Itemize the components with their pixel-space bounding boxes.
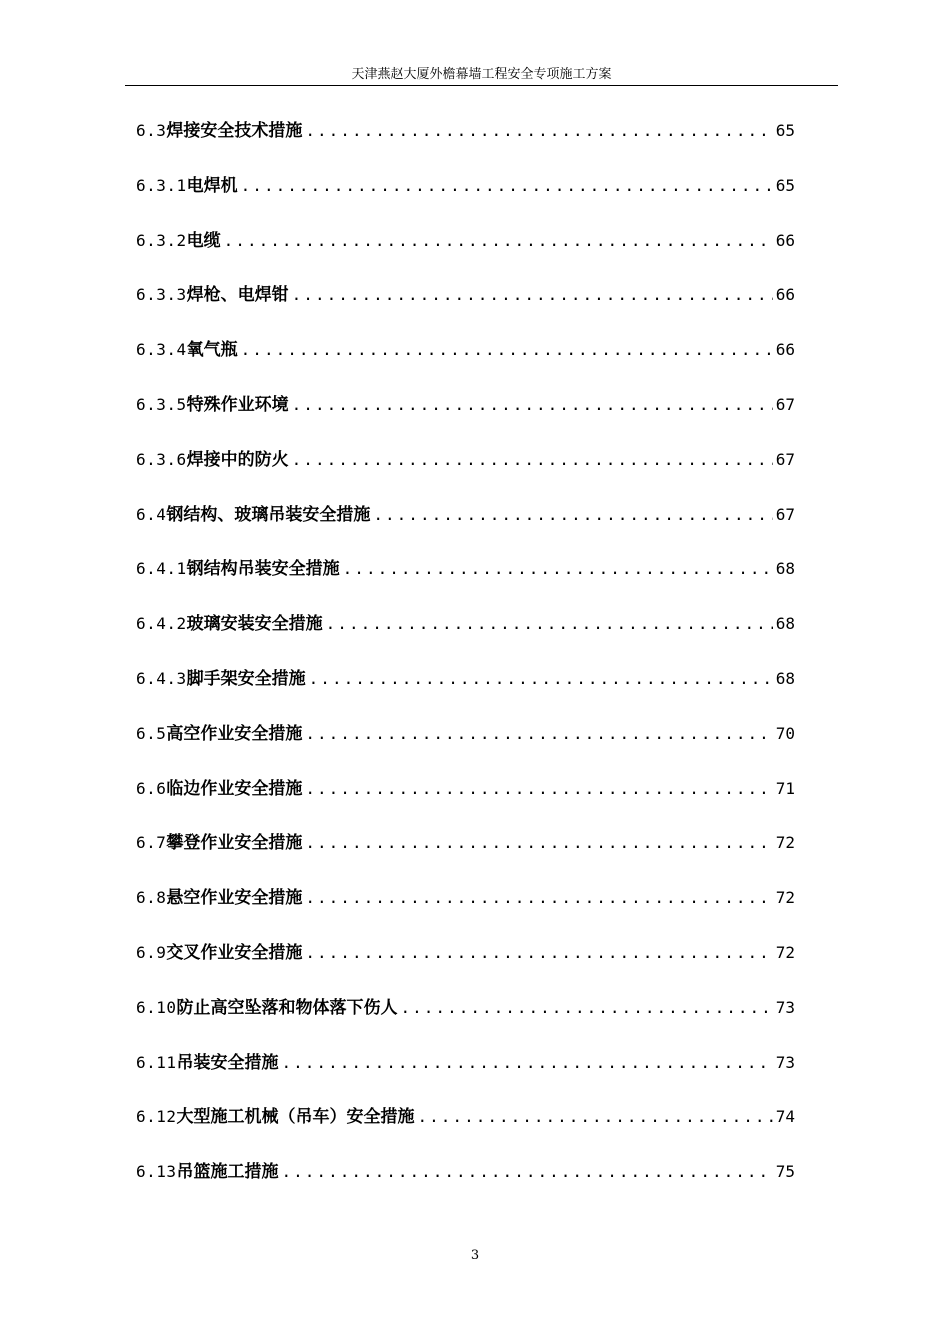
toc-dot-leader bbox=[292, 446, 773, 474]
toc-entry-number: 6.4.1 bbox=[136, 559, 187, 579]
toc-entry-page: 67 bbox=[775, 504, 795, 524]
toc-entry-title: 脚手架安全措施 bbox=[186, 668, 306, 689]
toc-dot-leader bbox=[305, 829, 772, 857]
toc-entry[interactable] bbox=[136, 446, 795, 501]
toc-entry-title: 临边作业安全措施 bbox=[166, 778, 303, 799]
toc-entry-page: 70 bbox=[775, 723, 795, 743]
toc-entry-page: 65 bbox=[775, 121, 795, 140]
toc-entry[interactable] bbox=[136, 1049, 795, 1104]
toc-entry-page: 65 bbox=[775, 175, 795, 195]
toc-entry-page: 74 bbox=[775, 1107, 795, 1127]
toc-entry[interactable] bbox=[136, 391, 795, 446]
toc-entry[interactable] bbox=[136, 939, 795, 994]
toc-entry[interactable] bbox=[136, 555, 795, 610]
toc-entry-number: 6.4.2 bbox=[136, 614, 187, 634]
toc-dot-leader bbox=[373, 501, 772, 529]
toc-entry-title: 特殊作业环境 bbox=[186, 394, 289, 415]
toc-entry-number: 6.3.3 bbox=[136, 285, 187, 305]
toc-entry-page: 66 bbox=[775, 285, 795, 305]
toc-dot-leader bbox=[343, 555, 773, 583]
toc-entry[interactable] bbox=[136, 281, 795, 336]
toc-dot-leader bbox=[305, 117, 772, 145]
toc-entry-title: 电焊机 bbox=[186, 175, 238, 196]
toc-entry-title: 钢结构、玻璃吊装安全措施 bbox=[166, 504, 371, 525]
toc-dot-leader bbox=[292, 281, 773, 309]
toc-dot-leader bbox=[292, 391, 773, 419]
toc-entry-number: 6.3.4 bbox=[136, 340, 187, 360]
toc-dot-leader bbox=[241, 172, 773, 200]
toc-entry-number: 6.12 bbox=[136, 1107, 177, 1127]
toc-entry-title: 电缆 bbox=[186, 230, 221, 251]
toc-entry[interactable] bbox=[136, 775, 795, 830]
toc-entry-number: 6.4.3 bbox=[136, 668, 187, 688]
toc-entry-page: 66 bbox=[775, 230, 795, 250]
toc-entry-page: 68 bbox=[775, 559, 795, 579]
toc-entry[interactable] bbox=[136, 994, 795, 1049]
header-divider bbox=[125, 85, 838, 86]
toc-entry-title: 氧气瓶 bbox=[186, 340, 238, 361]
toc-entry-title: 玻璃安装安全措施 bbox=[186, 614, 323, 635]
toc-entry-number: 6.3.1 bbox=[136, 175, 187, 195]
toc-entry-page: 67 bbox=[775, 394, 795, 414]
toc-entry[interactable] bbox=[136, 1158, 795, 1213]
toc-entry[interactable] bbox=[136, 884, 795, 939]
toc-dot-leader bbox=[305, 884, 772, 912]
toc-entry-title: 吊篮施工措施 bbox=[176, 1162, 279, 1183]
toc-entry-page: 67 bbox=[775, 449, 795, 469]
toc-dot-leader bbox=[282, 1049, 773, 1077]
toc-entry-title: 悬空作业安全措施 bbox=[166, 888, 303, 909]
toc-entry-number: 6.11 bbox=[136, 1052, 177, 1072]
toc-entry-number: 6.3.6 bbox=[136, 449, 187, 469]
toc-dot-leader bbox=[418, 1103, 773, 1131]
toc-entry-title: 交叉作业安全措施 bbox=[166, 942, 303, 963]
toc-entry[interactable] bbox=[136, 336, 795, 391]
toc-entry-page: 73 bbox=[775, 997, 795, 1017]
toc-entry-title: 攀登作业安全措施 bbox=[166, 833, 303, 854]
toc-entry-title: 钢结构吊装安全措施 bbox=[186, 559, 340, 580]
toc-entry-number: 6.7 bbox=[136, 833, 167, 853]
toc-entry-number: 6.5 bbox=[136, 723, 167, 743]
toc-dot-leader bbox=[241, 336, 773, 364]
toc-entry-number: 6.3.2 bbox=[136, 230, 187, 250]
toc-dot-leader bbox=[224, 227, 773, 255]
toc-entry[interactable] bbox=[136, 1103, 795, 1158]
toc-entry-number: 6.9 bbox=[136, 942, 167, 962]
toc-dot-leader bbox=[401, 994, 773, 1022]
toc-entry[interactable] bbox=[136, 501, 795, 556]
toc-entry-page: 72 bbox=[775, 888, 795, 908]
toc-entry[interactable] bbox=[136, 829, 795, 884]
toc-entry[interactable] bbox=[136, 227, 795, 282]
toc-entry-page: 72 bbox=[775, 833, 795, 853]
toc-entry[interactable] bbox=[136, 720, 795, 775]
toc-entry[interactable] bbox=[136, 665, 795, 720]
toc-entry-page: 68 bbox=[775, 614, 795, 634]
toc-entry-number: 6.13 bbox=[136, 1162, 177, 1182]
toc-entry-number: 6.6 bbox=[136, 778, 167, 798]
toc-entry-number: 6.3.5 bbox=[136, 394, 187, 414]
toc-entry-title: 吊装安全措施 bbox=[176, 1052, 279, 1073]
toc-dot-leader bbox=[305, 939, 772, 967]
toc-entry-page: 73 bbox=[775, 1052, 795, 1072]
toc-entry[interactable] bbox=[136, 610, 795, 665]
toc-entry-page: 68 bbox=[775, 668, 795, 688]
toc-entry-title: 焊枪、电焊钳 bbox=[186, 285, 289, 306]
toc-dot-leader bbox=[282, 1158, 773, 1186]
toc-entry-number: 6.10 bbox=[136, 997, 177, 1017]
toc-dot-leader bbox=[305, 720, 772, 748]
toc-entry-page: 72 bbox=[775, 942, 795, 962]
table-of-contents bbox=[136, 117, 795, 1213]
toc-entry[interactable] bbox=[136, 172, 795, 227]
toc-entry-number: 6.4 bbox=[136, 504, 167, 524]
page-number: 3 bbox=[470, 1248, 480, 1263]
toc-entry-title: 焊接中的防火 bbox=[186, 449, 289, 470]
toc-entry-number: 6.8 bbox=[136, 888, 167, 908]
toc-entry-page: 75 bbox=[775, 1162, 795, 1182]
toc-entry-title: 防止高空坠落和物体落下伤人 bbox=[176, 997, 398, 1018]
toc-entry-title: 焊接安全技术措施 bbox=[166, 121, 303, 141]
toc-entry[interactable] bbox=[136, 117, 795, 172]
document-header-title: 天津燕赵大厦外檐幕墙工程安全专项施工方案 bbox=[351, 67, 612, 82]
toc-dot-leader bbox=[305, 775, 772, 803]
toc-dot-leader bbox=[309, 665, 773, 693]
toc-entry-page: 71 bbox=[775, 778, 795, 798]
toc-entry-title: 大型施工机械（吊车）安全措施 bbox=[176, 1107, 415, 1128]
toc-entry-page: 66 bbox=[775, 340, 795, 360]
toc-entry-title: 高空作业安全措施 bbox=[166, 723, 303, 744]
toc-entry-number: 6.3 bbox=[136, 121, 167, 140]
toc-dot-leader bbox=[326, 610, 773, 638]
